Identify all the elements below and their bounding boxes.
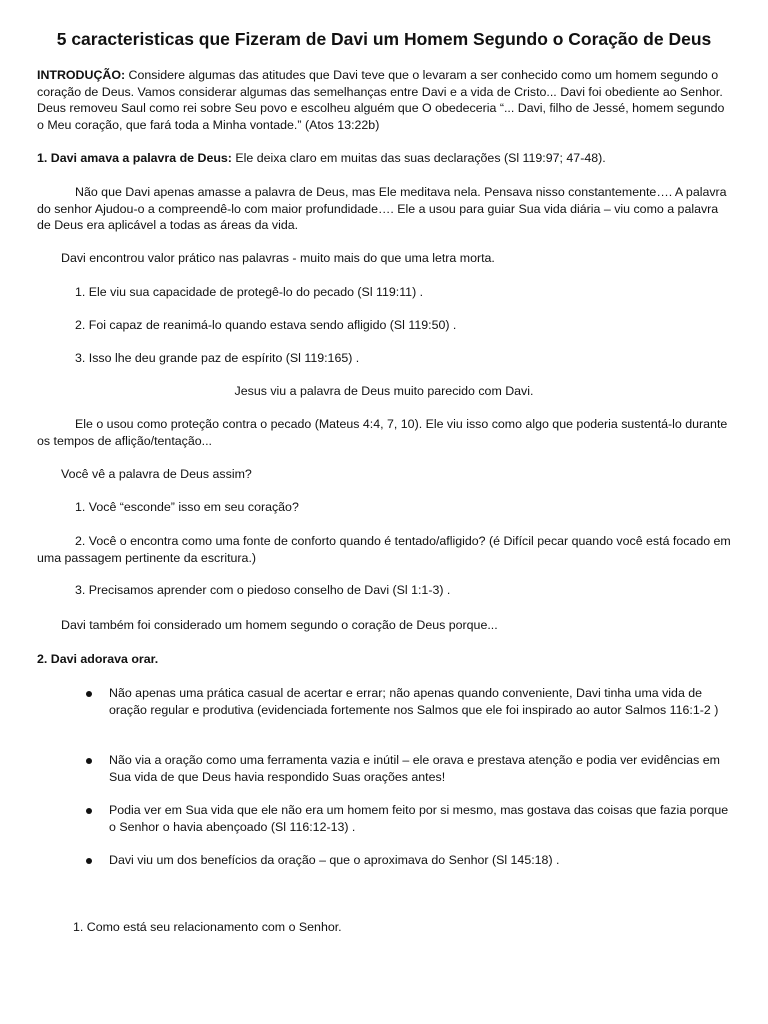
- final-list-item: 1. Como está seu relacionamento com o Senhor.: [73, 920, 342, 934]
- list-item: [86, 852, 731, 869]
- section-1-paragraph-5: Davi também foi considerado um homem segundo o coração de Deus porque...: [61, 618, 498, 632]
- bullet-text: Davi viu um dos benefícios da oração – que o aproximava do Senhor (Sl 145:18) .: [109, 853, 560, 867]
- bullet-text: Podia ver em Sua vida que ele não era um homem feito por si mesmo, mas gostava das coisas que fazia porque o Senhor o havia abençoado (Sl 116:12-13) .: [109, 803, 729, 834]
- list-item: 1. Ele viu sua capacidade de protegê-lo do pecado (Sl 119:11) .: [75, 285, 424, 299]
- section-1-paragraph-3: Ele o usou como proteção contra o pecado (Mateus 4:4, 7, 10). Ele viu isso como algo que poderia sustentá-lo durante os tempos de aflição/tentação...: [37, 417, 728, 448]
- list-item: 3. Precisamos aprender com o piedoso conselho de Davi (Sl 1:1-3) .: [75, 583, 451, 597]
- section-2-title: 2. Davi adorava orar.: [37, 652, 159, 666]
- list-item: [86, 752, 731, 785]
- list-item: [86, 802, 731, 835]
- bullet-icon: [86, 808, 92, 814]
- section-2-bullet-list: [86, 752, 731, 785]
- section-1-paragraph-1: Não que Davi apenas amasse a palavra de Deus, mas Ele meditava nela. Pensava nisso constantemente…. A palavra do senhor Ajudou-o a compreendê-lo com maior profundidade…. Ele a usou para guiar Sua vida diária – viu como a palavra de Deus era aplicável a todas as áreas da vida.: [37, 185, 727, 232]
- section-2-bullet-list: [86, 852, 731, 869]
- document-title: 5 caracteristicas que Fizeram de Davi um Homem Segundo o Coração de Deus: [56, 29, 712, 49]
- list-item: [86, 685, 731, 718]
- centered-statement: Jesus viu a palavra de Deus muito parecido com Davi.: [234, 384, 534, 398]
- bullet-icon: [86, 691, 92, 697]
- section-1-question: Você vê a palavra de Deus assim?: [61, 467, 252, 481]
- section-1-paragraph-2: Davi encontrou valor prático nas palavras - muito mais do que uma letra morta.: [61, 251, 495, 265]
- list-item: 2. Foi capaz de reanimá-lo quando estava sendo afligido (Sl 119:50) .: [75, 318, 457, 332]
- list-item: 1. Você “esconde” isso em seu coração?: [75, 500, 299, 514]
- section-2-bullet-list: [86, 685, 731, 718]
- bullet-text: Não via a oração como uma ferramenta vazia e inútil – ele orava e prestava atenção e podia ver evidências em Sua vida de que Deus havia respondido Suas orações antes!: [109, 753, 720, 784]
- section-2-heading: [37, 651, 731, 668]
- list-item: 3. Isso lhe deu grande paz de espírito (Sl 119:165) .: [75, 351, 360, 365]
- section-1-heading: [37, 150, 731, 167]
- list-item: 2. Você o encontra como uma fonte de conforto quando é tentado/afligido? (é Difícil pecar quando você está focado em uma passagem pertinente da escritura.): [37, 534, 731, 565]
- intro-text: Considere algumas das atitudes que Davi teve que o levaram a ser conhecido como um homem segundo o coração de Deus. Vamos considerar algumas das semelhanças entre Davi e a vida de Cristo... Davi foi obediente ao Senhor. Deus removeu Saul como rei sobre Seu povo e escolheu alguém que O obedeceria “... Davi, filho de Jessé, homem segundo o Meu coração, que fará toda a Minha vontade.” (Atos 13:22b): [37, 68, 725, 132]
- section-1-title-rest: Ele deixa claro em muitas das suas declarações (Sl 119:97; 47-48).: [231, 151, 606, 165]
- intro-label: INTRODUÇÃO:: [37, 68, 126, 82]
- bullet-icon: [86, 858, 92, 864]
- section-2-bullet-list: [86, 802, 731, 835]
- bullet-icon: [86, 758, 92, 764]
- intro-paragraph: [37, 67, 731, 133]
- bullet-text: Não apenas uma prática casual de acertar e errar; não apenas quando conveniente, Davi tinha uma vida de oração regular e produtiva (evidenciada fortemente nos Salmos que ele foi inspirado ao autor Salmos 116:1-2 ): [109, 686, 719, 717]
- section-1-title: 1. Davi amava a palavra de Deus:: [37, 151, 232, 165]
